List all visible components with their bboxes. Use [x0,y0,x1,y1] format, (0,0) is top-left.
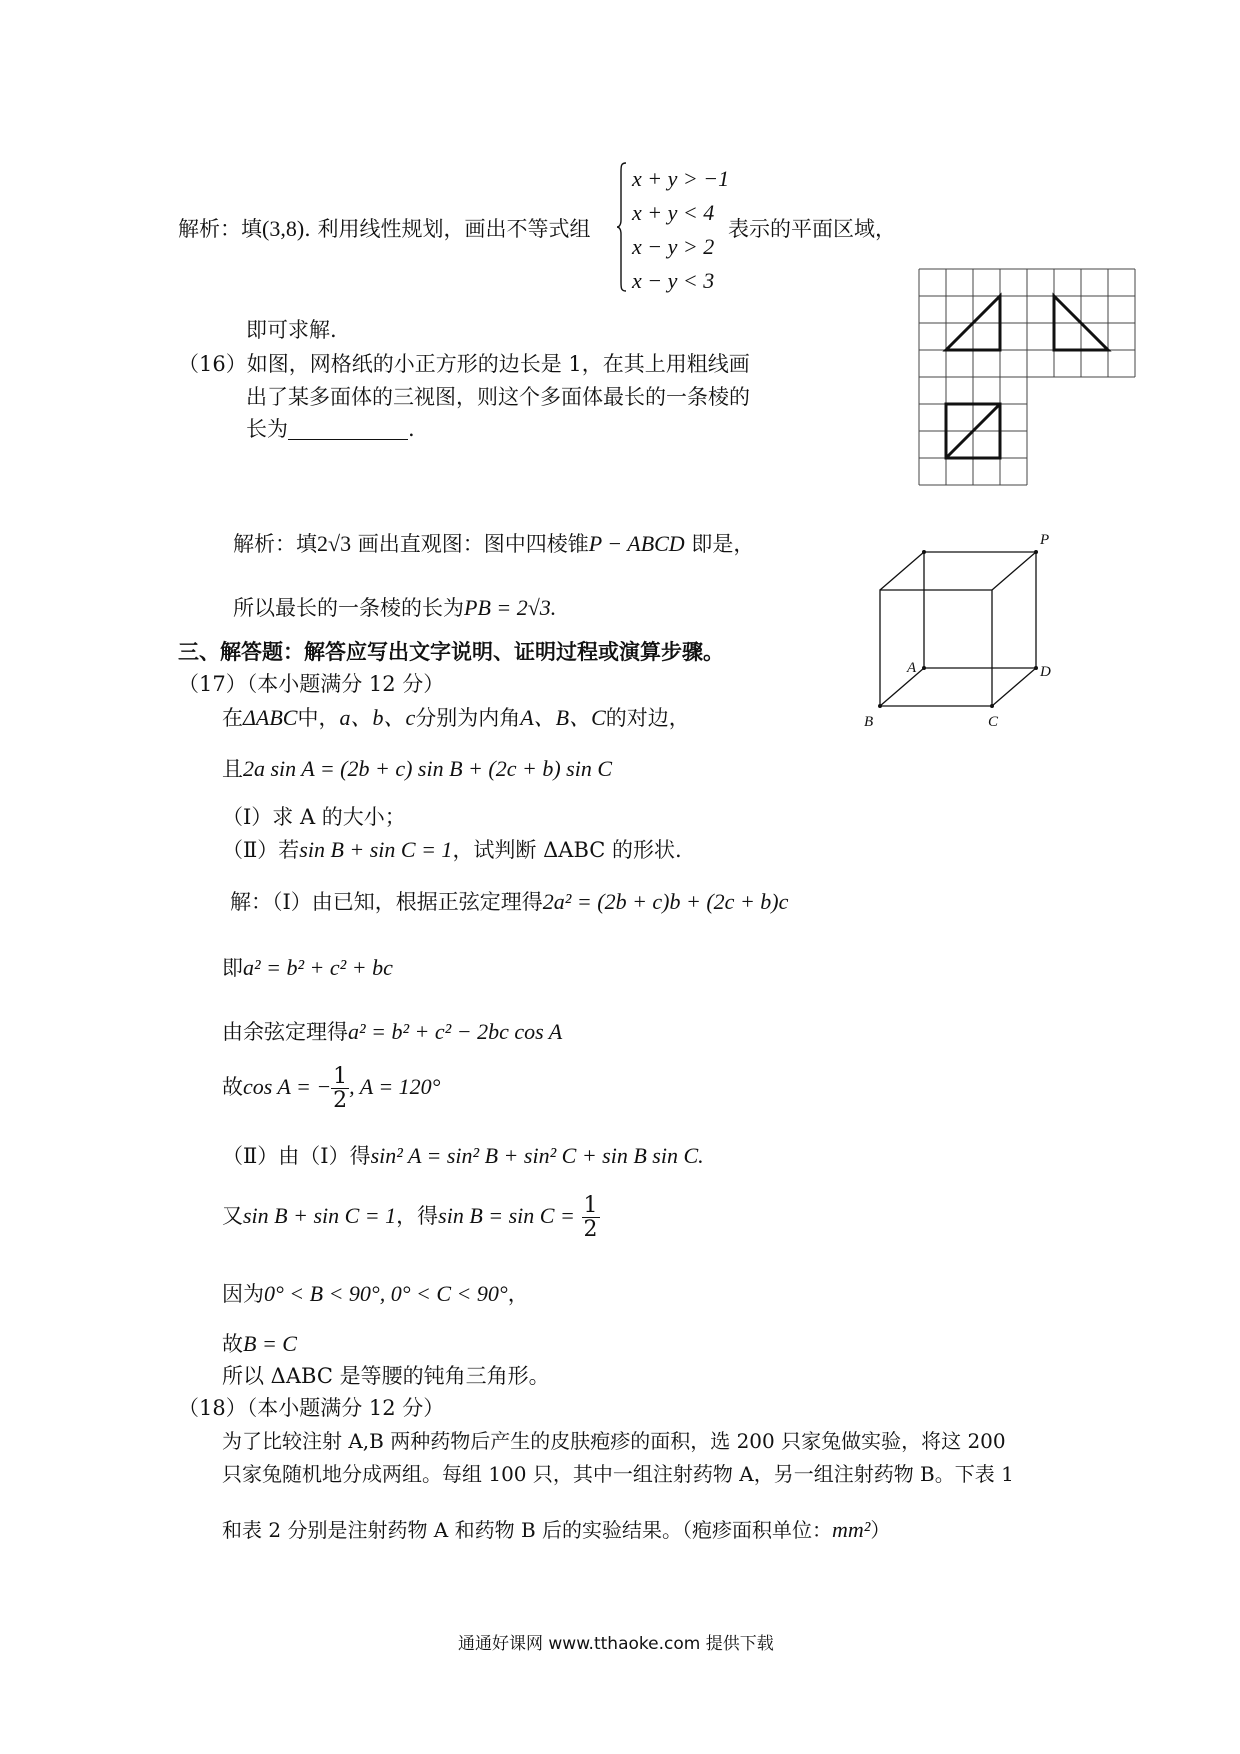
q15-analysis-suffix: 表示的平面区域， [728,217,896,241]
cube-figure [858,528,1068,733]
three-view-grid-figure [918,268,1140,486]
q16-analysis-line: 解析：填2√3 画出直观图：图中四棱锥P − ABCD 即是， [233,531,755,556]
q16-line3: 长为 . [246,417,415,441]
footer-text: 通通好课网 www.tthaoke.com 提供下载 [458,1634,774,1654]
q17-part1: （Ⅰ）求 A 的大小； [222,805,406,829]
q17-sol8: 故B = C [222,1331,297,1356]
q17-sol4: 故cos A = − $\frac{1}{2}$ , A = 120° [222,1064,441,1114]
q15-analysis-line2: 即可求解. [246,318,337,342]
q17-part2: （Ⅱ）若sin B + sin C = 1，试判断 ΔABC 的形状. [222,837,682,862]
q17-sol5: （Ⅱ）由（Ⅰ）得sin² A = sin² B + sin² C + sin B sin C. [222,1143,704,1168]
q18-line1: 为了比较注射 A,B 两种药物后产生的皮肤疱疹的面积，选 200 只家兔做实验，将这 200 [222,1429,1006,1453]
section3-title: 三、解答题：解答应写出文字说明、证明过程或演算步骤。 [178,639,724,664]
q17-sol3: 由余弦定理得a² = b² + c² − 2bc cos A [222,1019,563,1044]
q18-line3: 和表 2 分别是注射药物 A 和药物 B 后的实验结果。（疱疹面积单位：mm²） [222,1517,891,1542]
q17-stem1: 在ΔABC中，a、b、c分别为内角A、B、C的对边， [222,705,690,730]
inequality-3: x − y > 2 [632,234,715,259]
cube-label-d: D [1040,664,1051,680]
inequality-2: x + y < 4 [632,200,715,225]
q16-answer: 2√3 [317,531,352,556]
q17-sol1: 解：（Ⅰ）由已知，根据正弦定理得2a² = (2b + c)b + (2c + b)c [230,889,789,914]
q16-line1: （16）如图，网格纸的小正方形的边长是 1，在其上用粗线画 [178,352,750,376]
q17-sol9: 所以 ΔABC 是等腰的钝角三角形。 [222,1364,550,1388]
unit-mm2: mm² [832,1517,871,1542]
q15-analysis-line: 解析：填(3,8). 利用线性规划，画出不等式组 [178,216,591,241]
cube-label-c: C [988,714,999,730]
q17-stem2: 且2a sin A = (2b + c) sin B + (2c + b) sin C [222,756,612,781]
q18-header: （18）（本小题满分 12 分） [178,1396,445,1420]
fraction-one-half: $\frac{1}{2}$ [333,1064,348,1114]
q17-header: （17）（本小题满分 12 分） [178,672,445,696]
inequality-1: x + y > −1 [632,166,730,191]
q17-sol6: 又sin B + sin C = 1，得sin B = sin C = $\frac{1}{2}$ [222,1193,598,1243]
cube-label-p: P [1040,532,1050,548]
cube-label-b: B [864,714,874,730]
q17-sol7: 因为0° < B < 90°, 0° < C < 90°， [222,1281,529,1306]
q16-line2: 出了某多面体的三视图，则这个多面体最长的一条棱的 [246,385,750,409]
q17-sol2: 即a² = b² + c² + bc [222,955,393,980]
q16-conclusion: 所以最长的一条棱的长为PB = 2√3. [233,595,557,620]
fraction-one-half-2: $\frac{1}{2}$ [583,1193,598,1243]
answer-blank [288,421,408,440]
q15-answer: (3,8) [262,216,305,241]
inequality-4: x − y < 3 [632,268,715,293]
q18-line2: 只家兔随机地分成两组。每组 100 只，其中一组注射药物 A，另一组注射药物 B。下表 1 [222,1462,1014,1486]
system-brace [617,162,627,292]
cube-label-a: A [907,660,917,676]
